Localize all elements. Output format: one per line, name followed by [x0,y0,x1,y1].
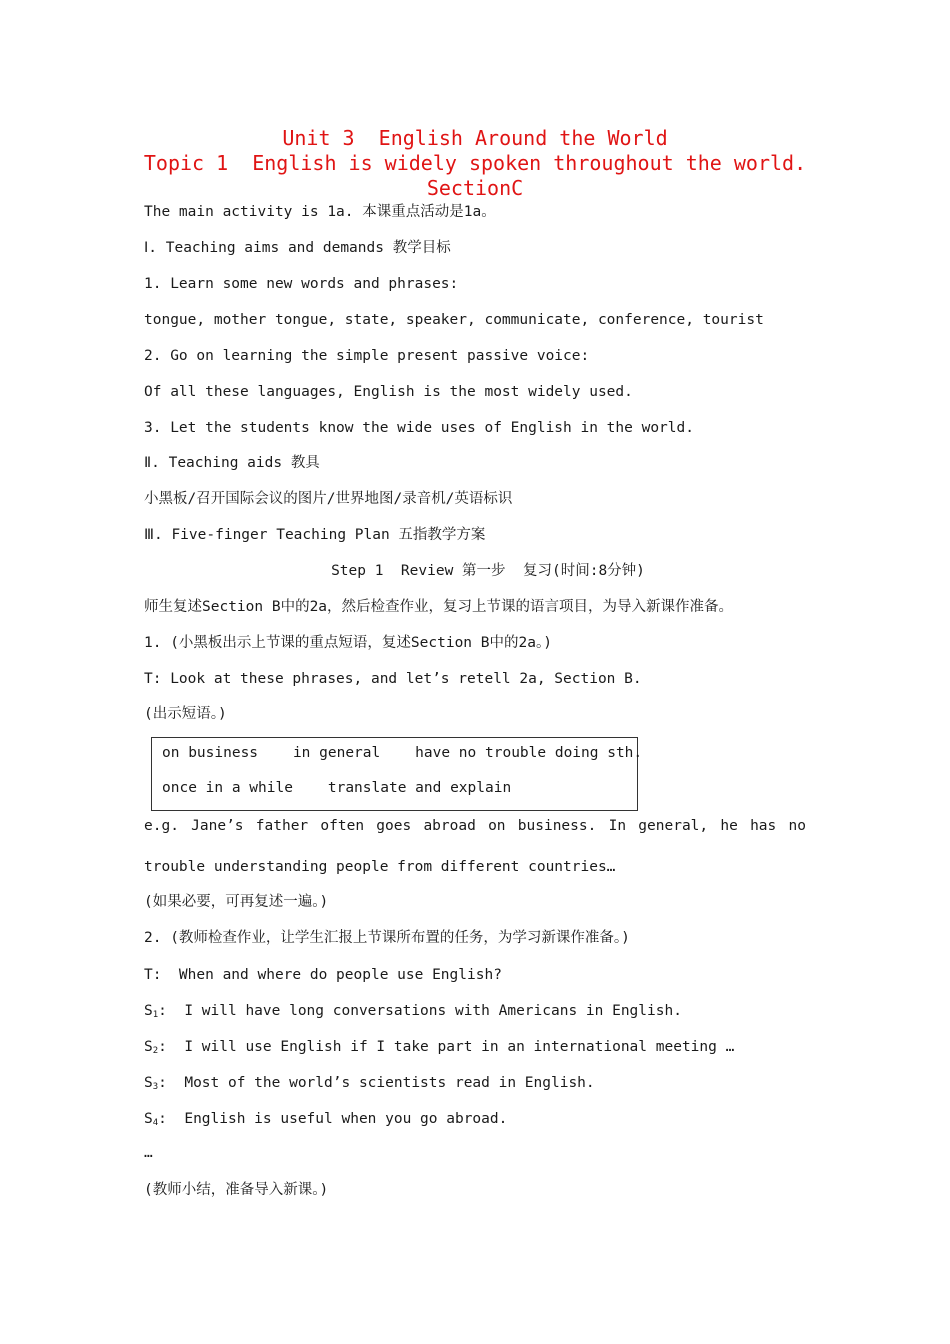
student-label: S [144,1039,153,1055]
student-text: : I will use English if I take part in an international meeting … [158,1039,735,1055]
teacher-question: T: When and where do people use English? [144,967,502,983]
aim-1: 1. Learn some new words and phrases: [144,276,459,292]
example-word: father [255,818,309,834]
example-word: Jane’s [191,818,244,834]
student-2-answer [144,1037,734,1061]
phrases-line-2: once in a while translate and explain [162,780,512,796]
aim-3: 3. Let the students know the wide uses of English in the world. [144,420,694,436]
phrases-box [151,737,643,811]
example-line-2: trouble understanding people from different countries… [144,859,616,875]
student-label: S [144,1111,153,1127]
example-word: In [608,818,627,834]
unit-title: Unit 3 English Around the World [282,126,668,150]
student-text: : Most of the world’s scientists read in English. [158,1075,595,1091]
teacher-retell: T: Look at these phrases, and let’s retell 2a, Section B. [144,671,642,687]
example-word: business. [517,818,597,834]
example-word: on [488,818,506,834]
step-1-heading: Step 1 Review 第一步 复习(时间:8分钟) [331,563,645,579]
ellipsis: … [144,1145,153,1161]
example-word: has [750,818,777,834]
aims-heading: Ⅰ. Teaching aims and demands 教学目标 [144,240,451,256]
teacher-summary: (教师小结，准备导入新课。) [144,1182,329,1198]
student-number: 2 [152,1046,159,1056]
student-number: 3 [152,1082,159,1092]
student-text: : I will have long conversations with Americans in English. [158,1003,682,1019]
example-word: e.g. [144,818,179,834]
aids-list: 小黑板/召开国际会议的图片/世界地图/录音机/英语标识 [144,491,513,507]
student-label: S [144,1075,153,1091]
example-word: goes [376,818,412,834]
student-number: 1 [152,1010,159,1020]
student-number: 4 [152,1118,159,1128]
show-phrases-note: (出示短语。) [144,706,227,722]
example-word: often [320,818,365,834]
phrases-line-1: on business in general have no trouble doing sth. [162,745,643,761]
student-1-answer [144,1001,682,1025]
student-text: : English is useful when you go abroad. [158,1111,508,1127]
point-1: 1. (小黑板出示上节课的重点短语，复述Section B中的2a。) [144,635,552,651]
example-line-1 [144,816,806,836]
student-4-answer [144,1109,507,1133]
student-label: S [144,1003,153,1019]
example-word: abroad [423,818,476,834]
main-activity: The main activity is 1a. 本课重点活动是1a。 [144,204,496,220]
aim-2: 2. Go on learning the simple present passive voice: [144,348,590,364]
topic-title: Topic 1 English is widely spoken throughout the world. [143,151,807,175]
step-1-description: 师生复述Section B中的2a，然后检查作业，复习上节课的语言项目，为导入新课作准备。 [144,599,734,615]
section-title: SectionC [426,176,524,200]
example-word: general, [638,818,709,834]
point-2: 2. (教师检查作业，让学生汇报上节课所布置的任务，为学习新课作准备。) [144,930,630,946]
example-word: no [788,818,806,834]
aids-heading: Ⅱ. Teaching aids 教具 [144,455,320,471]
example-word: he [720,818,738,834]
plan-heading: Ⅲ. Five-finger Teaching Plan 五指教学方案 [144,527,486,543]
vocabulary-list: tongue, mother tongue, state, speaker, communicate, conference, tourist [144,312,764,328]
student-3-answer [144,1073,595,1097]
passive-example: Of all these languages, English is the most widely used. [144,384,633,400]
repeat-note: (如果必要，可再复述一遍。) [144,894,329,910]
